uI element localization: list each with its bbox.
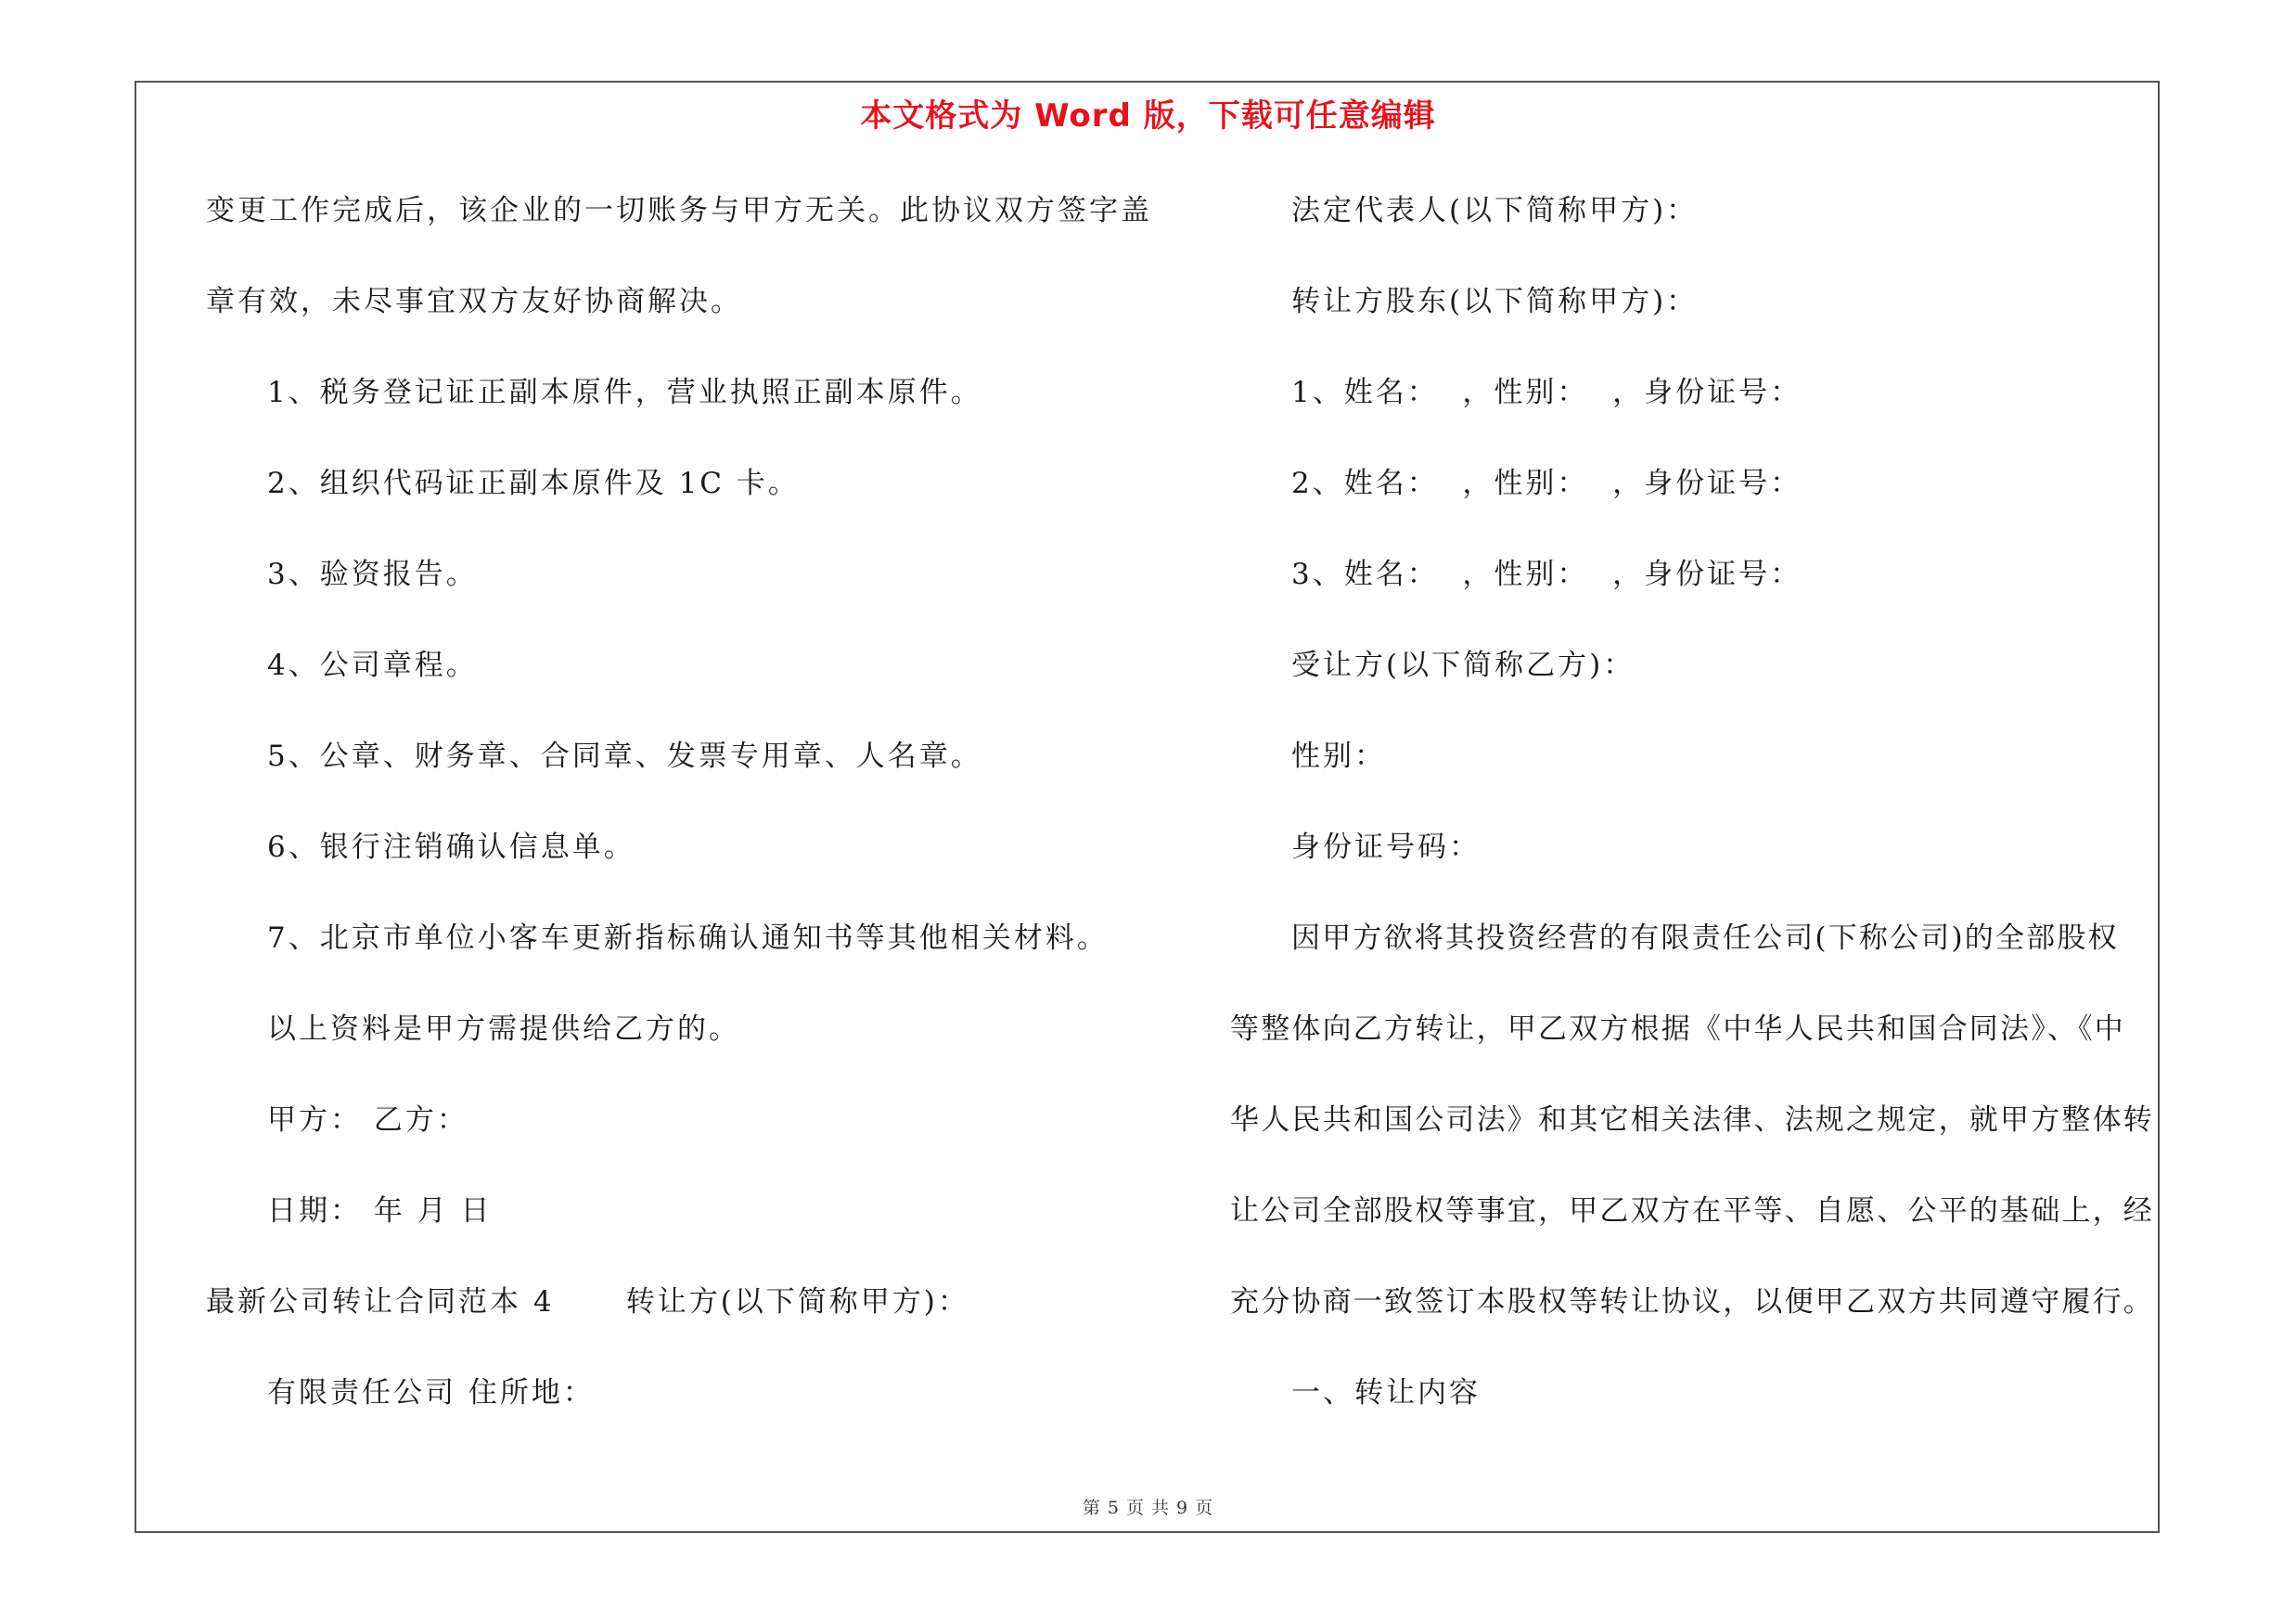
date-line: 日期： 年 月 日 [267, 1194, 493, 1228]
paragraph-line: 因甲方欲将其投资经营的有限责任公司(下称公司)的全部股权 [1291, 921, 2119, 955]
list-item: 3、验资报告。 [267, 558, 478, 591]
paragraph-line: 让公司全部股权等事宜，甲乙双方在平等、自愿、公平的基础上，经 [1230, 1194, 2154, 1228]
list-item: 3、姓名： ，性别： ，身份证号： [1291, 558, 1802, 591]
list-item: 7、北京市单位小客车更新指标确认通知书等其他相关材料。 [267, 921, 1109, 955]
signature-line: 甲方： 乙方： [267, 1103, 468, 1137]
paragraph-line: 等整体向乙方转让，甲乙双方根据《中华人民共和国合同法》、《中 [1230, 1012, 2125, 1046]
paragraph-line: 转让方股东(以下简称甲方)： [1291, 285, 1699, 318]
paragraph-line: 以上资料是甲方需提供给乙方的。 [267, 1012, 740, 1046]
paragraph-line: 华人民共和国公司法》和其它相关法律、法规之规定，就甲方整体转 [1230, 1103, 2154, 1137]
list-item: 4、公司章程。 [267, 649, 478, 682]
format-notice-banner: 本文格式为 Word 版，下载可任意编辑 [860, 97, 1436, 135]
section-heading: 最新公司转让合同范本 4 转让方(以下简称甲方)： [206, 1285, 969, 1319]
paragraph-line: 法定代表人(以下简称甲方)： [1291, 194, 1699, 227]
paragraph-line: 章有效，未尽事宜双方友好协商解决。 [206, 285, 742, 318]
paragraph-line: 变更工作完成后，该企业的一切账务与甲方无关。此协议双方签字盖 [206, 194, 1152, 227]
list-item: 1、税务登记证正副本原件，营业执照正副本原件。 [267, 376, 982, 409]
paragraph-line: 身份证号码： [1291, 831, 1481, 864]
paragraph-line: 充分协商一致签订本股权等转让协议，以便甲乙双方共同遵守履行。 [1230, 1285, 2154, 1319]
section-heading: 一、转让内容 [1291, 1376, 1481, 1410]
list-item: 2、组织代码证正副本原件及 1C 卡。 [267, 467, 800, 500]
paragraph-line: 有限责任公司 住所地： [267, 1376, 595, 1410]
paragraph-line: 性别： [1291, 740, 1386, 773]
list-item: 1、姓名： ，性别： ，身份证号： [1291, 376, 1802, 409]
list-item: 2、姓名： ，性别： ，身份证号： [1291, 467, 1802, 500]
list-item: 6、银行注销确认信息单。 [267, 831, 635, 864]
page-number: 第 5 页 共 9 页 [1082, 1498, 1214, 1518]
list-item: 5、公章、财务章、合同章、发票专用章、人名章。 [267, 740, 982, 773]
paragraph-line: 受让方(以下简称乙方)： [1291, 649, 1635, 682]
